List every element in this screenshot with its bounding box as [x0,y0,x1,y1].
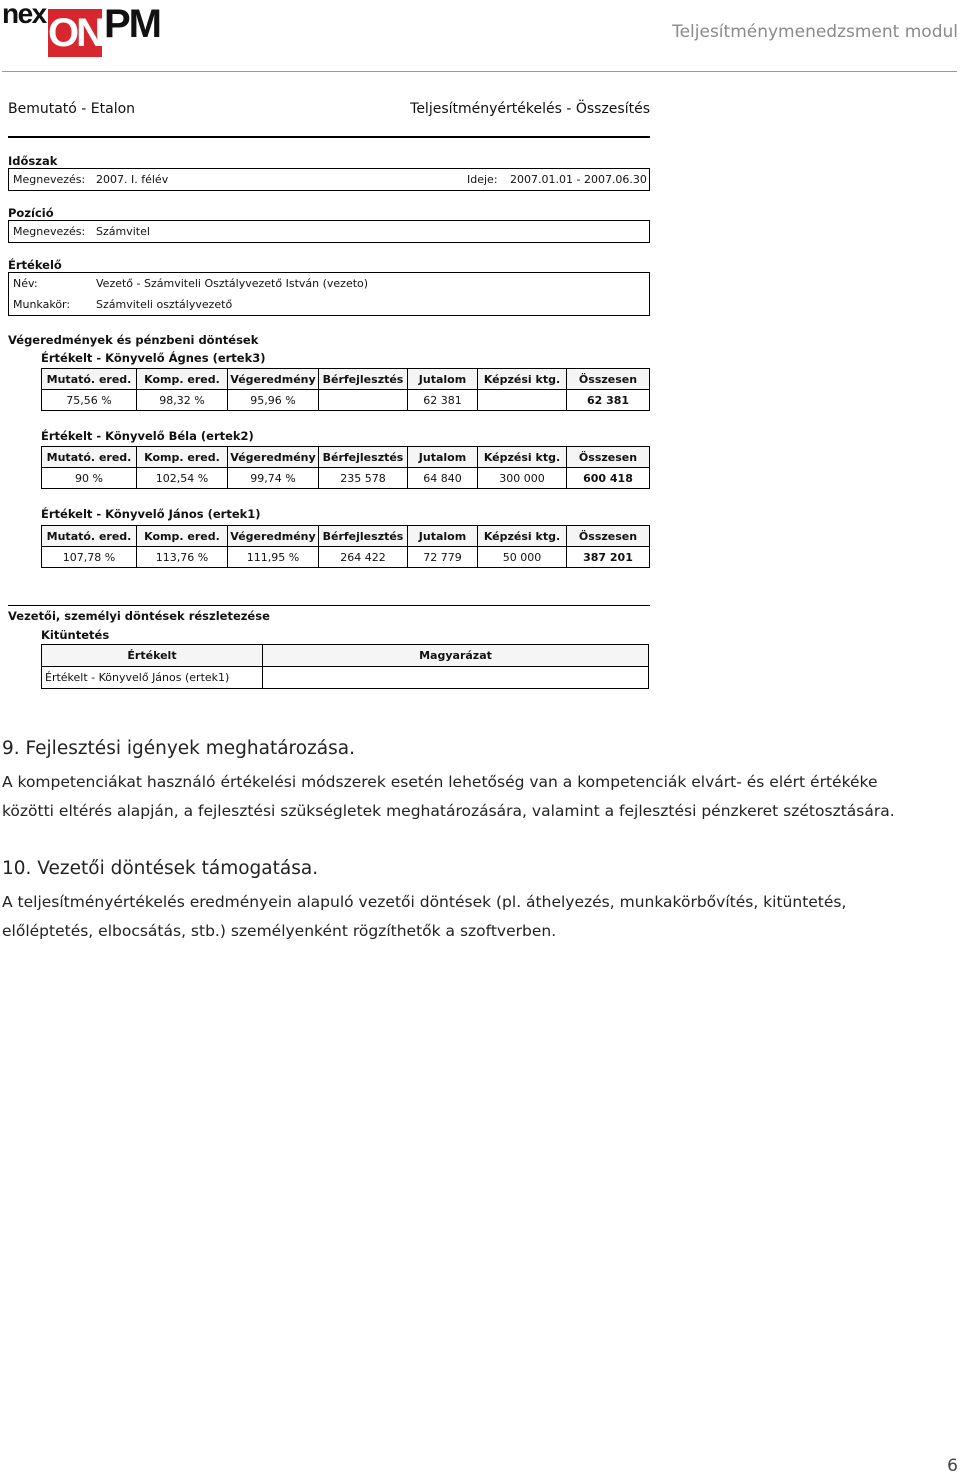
result-table-header [42,526,650,547]
col-header: Mutató. ered. [42,447,137,468]
cell-bonus: 64 840 [408,468,478,489]
paragraph-line: előléptetés, elbocsátás, stb.) személyenként rögzíthetők a szoftverben. [2,922,557,940]
col-header: Mutató. ered. [42,526,137,547]
section-10-paragraph [2,888,942,946]
period-section-title: Időszak [8,154,58,168]
evaluator-job-label: Munkakör: [13,298,71,311]
cell-total: 387 201 [567,547,650,568]
cell-wage-increase [319,390,408,411]
logo-part-nex: nex [2,0,46,29]
decisions-divider [8,605,650,606]
cell-total: 600 418 [567,468,650,489]
col-header: Képzési ktg. [478,526,567,547]
cell-wage-increase: 235 578 [319,468,408,489]
report-header [8,96,650,138]
position-box [8,220,650,243]
col-header: Komp. ered. [137,526,228,547]
decisions-section-title: Vezetői, személyi döntések részletezése [8,609,270,623]
period-date-label: Ideje: [467,173,498,186]
col-header: Végeredmény [228,526,319,547]
period-date-value: 2007.01.01 - 2007.06.30 [510,173,647,186]
decisions-table [41,644,649,689]
section-9-heading: 9. Fejlesztési igények meghatározása. [2,738,355,759]
position-section-title: Pozíció [8,206,54,220]
result-table [41,525,650,568]
cell-competency-result: 98,32 % [137,390,228,411]
cell-training-cost [478,390,567,411]
report-left-title: Bemutató - Etalon [8,101,136,117]
table-row [42,390,650,411]
period-name-label: Megnevezés: [13,173,86,186]
cell-evaluated: Értékelt - Könyvelő János (ertek1) [42,667,263,689]
decisions-sub-title: Kitüntetés [41,628,110,642]
result-table [41,446,650,489]
cell-bonus: 62 381 [408,390,478,411]
cell-bonus: 72 779 [408,547,478,568]
cell-wage-increase: 264 422 [319,547,408,568]
col-header: Mutató. ered. [42,369,137,390]
cell-indicator-result: 75,56 % [42,390,137,411]
col-header: Végeredmény [228,369,319,390]
table-row [42,547,650,568]
period-name-value: 2007. I. félév [96,173,169,186]
position-name-label: Megnevezés: [13,225,86,238]
evaluator-job-value: Számviteli osztályvezető [96,298,233,311]
col-header: Komp. ered. [137,447,228,468]
col-header: Bérfejlesztés [319,447,408,468]
cell-final-result: 111,95 % [228,547,319,568]
col-header: Komp. ered. [137,369,228,390]
result-group-title: Értékelt - Könyvelő Ágnes (ertek3) [41,351,266,365]
col-header: Bérfejlesztés [319,369,408,390]
period-box [8,168,650,191]
cell-training-cost: 300 000 [478,468,567,489]
result-table-header [42,369,650,390]
paragraph-line: A kompetenciákat használó értékelési módszerek esetén lehetőség van a kompetenciák elvárt- és elért értékéke [2,773,878,791]
section-9-paragraph [2,768,942,826]
col-header: Összesen [567,447,650,468]
cell-competency-result: 113,76 % [137,547,228,568]
col-header: Képzési ktg. [478,447,567,468]
col-header: Összesen [567,526,650,547]
evaluator-name-label: Név: [13,277,38,290]
col-header: Képzési ktg. [478,369,567,390]
col-header: Jutalom [408,447,478,468]
cell-total: 62 381 [567,390,650,411]
col-header: Bérfejlesztés [319,526,408,547]
cell-indicator-result: 107,78 % [42,547,137,568]
report-right-title: Teljesítményértékelés - Összesítés [410,101,650,117]
result-group-title: Értékelt - Könyvelő János (ertek1) [41,507,261,521]
position-name-value: Számvitel [96,225,150,238]
decisions-table-header [42,645,649,667]
cell-training-cost: 50 000 [478,547,567,568]
nexonpm-logo [2,2,158,58]
table-row [42,667,649,689]
result-table-header [42,447,650,468]
col-header: Összesen [567,369,650,390]
cell-final-result: 95,96 % [228,390,319,411]
col-header: Magyarázat [263,645,649,667]
cell-explanation [263,667,649,689]
col-header: Jutalom [408,369,478,390]
cell-competency-result: 102,54 % [137,468,228,489]
logo-part-pm: PM [104,2,160,46]
module-title: Teljesítménymenedzsment modul [672,22,958,42]
section-10-heading: 10. Vezetői döntések támogatása. [2,858,319,879]
results-section-title: Végeredmények és pénzbeni döntések [8,333,259,347]
evaluator-section-title: Értékelő [8,258,62,272]
paragraph-line: A teljesítményértékelés eredményein alapuló vezetői döntések (pl. áthelyezés, munkakörbővítés, kitüntetés, [2,893,847,911]
result-group-title: Értékelt - Könyvelő Béla (ertek2) [41,429,254,443]
cell-indicator-result: 90 % [42,468,137,489]
col-header: Jutalom [408,526,478,547]
result-table [41,368,650,411]
col-header: Végeredmény [228,447,319,468]
col-header: Értékelt [42,645,263,667]
evaluator-name-value: Vezető - Számviteli Osztályvezető István (vezeto) [96,277,369,290]
table-row [42,468,650,489]
header-divider [2,71,957,72]
evaluator-box [8,272,650,316]
paragraph-line: közötti eltérés alapján, a fejlesztési szükségletek meghatározására, valamint a fejlesztési pénzkeret szétosztására. [2,802,895,820]
logo-part-on: ON [48,11,102,55]
cell-final-result: 99,74 % [228,468,319,489]
evaluation-summary-report [8,96,650,684]
page-number: 6 [947,1456,958,1476]
